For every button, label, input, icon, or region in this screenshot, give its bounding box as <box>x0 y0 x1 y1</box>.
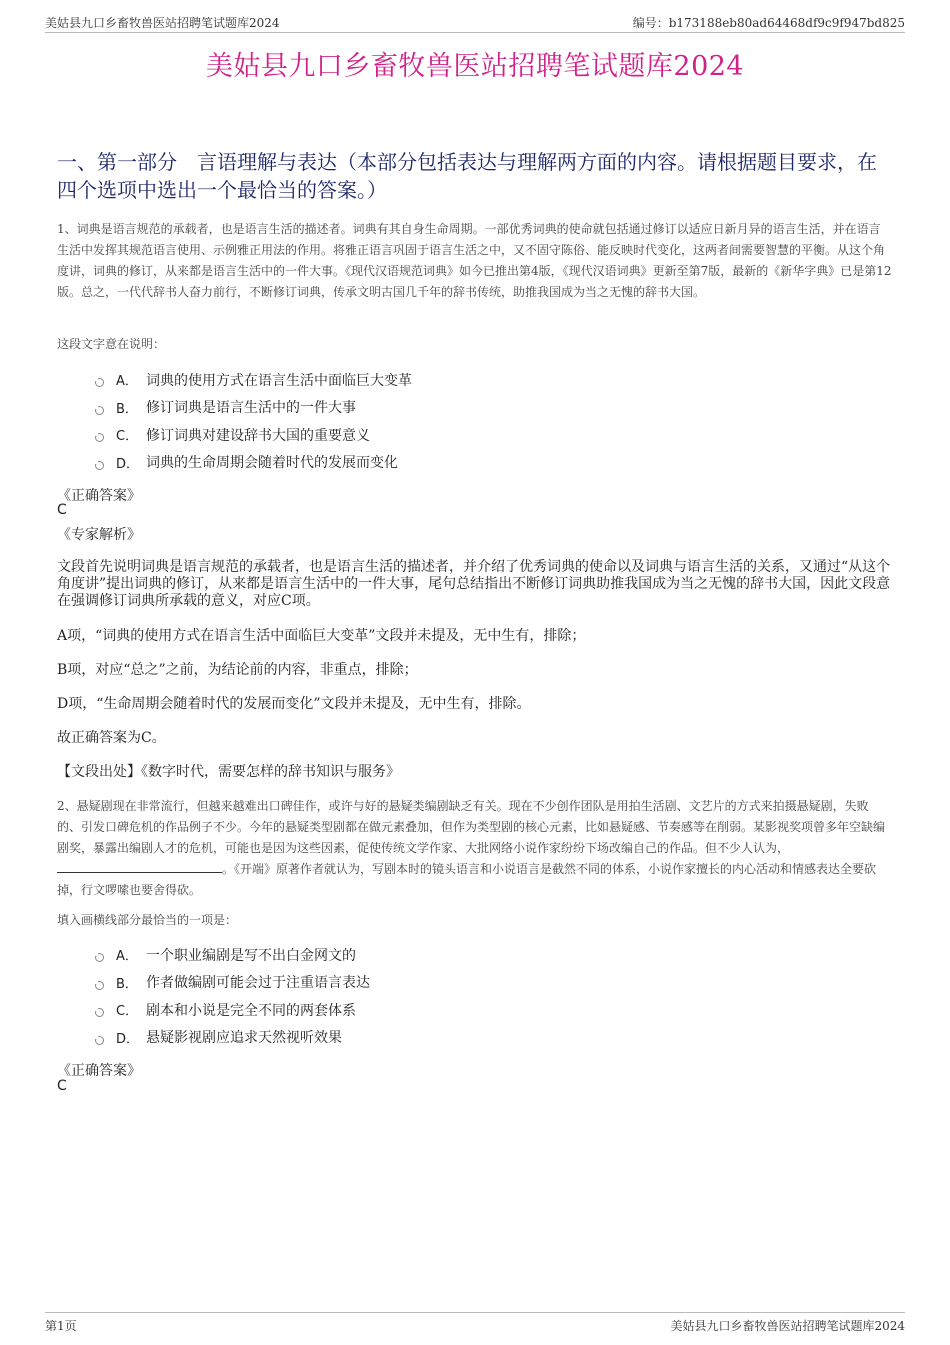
radio-icon[interactable] <box>95 406 104 415</box>
option-letter: B． <box>116 401 138 417</box>
option-text: 词典的使用方式在语言生活中面临巨大变革 <box>146 372 412 389</box>
question-1-analysis-label: 《专家解析》 <box>57 527 141 543</box>
question-2-option-d[interactable] <box>95 1024 370 1052</box>
question-1-option-b[interactable] <box>95 394 412 422</box>
option-letter: D． <box>116 1031 140 1047</box>
question-2-options <box>95 941 370 1051</box>
question-1-options <box>95 366 412 476</box>
radio-icon[interactable] <box>95 378 104 387</box>
page-header <box>45 14 905 33</box>
question-1-answer-label: 《正确答案》 <box>57 488 141 504</box>
document-title: 美姑县九口乡畜牧兽医站招聘笔试题库2024 <box>205 51 745 82</box>
option-text: 一个职业编剧是写不出白金网文的 <box>146 947 356 964</box>
question-2-text-after: 。《开端》原著作者就认为，写剧本时的镜头语言和小说语言是截然不同的体系，小说作家擅长的内心活动和情感表达全要砍掉，行文啰嗦也要舍得砍。 <box>57 862 877 897</box>
analysis-paragraph: B项，对应“总之”之前，为结论前的内容，非重点，排除； <box>57 662 418 678</box>
question-1-answer: C <box>57 502 67 518</box>
question-1-option-d[interactable] <box>95 449 412 477</box>
analysis-paragraph: 故正确答案为C。 <box>57 730 166 746</box>
question-1-option-c[interactable] <box>95 421 412 449</box>
section-heading: 一、第一部分 言语理解与表达（本部分包括表达与理解两方面的内容。请根据题目要求，在四个选项中选出一个最恰当的答案。） <box>57 150 877 202</box>
analysis-paragraph: 文段首先说明词典是语言规范的承载者，也是语言生活的描述者，并介绍了优秀词典的使命以及词典与语言生活的关系，又通过“从这个角度讲”提出词典的修订，从来都是语言生活中的一件大事，尾句总结指出不断修订词典助推我国成为当之无愧的辞书大国，因此文段意在强调修订词典所承载的意义，对应C项。 <box>57 559 891 609</box>
question-2-text-before: 2、悬疑剧现在非常流行，但越来越难出口碑佳作，或许与好的悬疑类编剧缺乏有关。现在不少创作团队是用拍生活剧、文艺片的方式来拍摄悬疑剧，失败的、引发口碑危机的作品例子不少。今年的悬疑类型剧都在做元素叠加，但作为类型剧的核心元素，比如悬疑感、节奏感等在削弱。某影视奖项曾多年空缺编剧奖，暴露出编剧人才的危机，可能也是因为这些因素，促使传统文学作家、大批网络小说作家纷纷下场改编自己的作品。但不少人认为， <box>57 799 886 855</box>
header-doc-id: 编号：b173188eb80ad64468df9c9f947bd825 <box>632 16 905 30</box>
option-text: 作者做编剧可能会过于注重语言表达 <box>146 975 370 992</box>
question-2-option-c[interactable] <box>95 996 370 1024</box>
page-number: 第1页 <box>45 1319 77 1333</box>
radio-icon[interactable] <box>95 461 104 470</box>
radio-icon[interactable] <box>95 433 104 442</box>
radio-icon[interactable] <box>95 953 104 962</box>
radio-icon[interactable] <box>95 1036 104 1045</box>
page-footer <box>45 1312 905 1336</box>
option-text: 修订词典对建设辞书大国的重要意义 <box>146 427 370 444</box>
analysis-paragraph: D项，“生命周期会随着时代的发展而变化”文段并未提及，无中生有，排除。 <box>57 696 531 712</box>
question-2-option-b[interactable] <box>95 969 370 997</box>
fill-blank <box>57 860 222 873</box>
analysis-paragraph: A项，“词典的使用方式在语言生活中面临巨大变革”文段并未提及，无中生有，排除； <box>57 628 586 644</box>
question-1-text: 1、词典是语言规范的承载者，也是语言生活的描述者。词典有其自身生命周期。一部优秀词典的使命就包括通过修订以适应日新月异的语言生活，并在语言生活中发挥其规范语言使用、示例雅正用法的作用。将雅正语言巩固于语言生活之中，又不固守陈俗、能反映时代变化，这两者间需要智慧的平衡。从这个角度讲，词典的修订，从来都是语言生活中的一件大事。《现代汉语规范词典》如今已推出第4版，《现代汉语词典》更新至第7版，最新的《新华字典》已是第12版。总之，一代代辞书人奋力前行，不断修订词典，传承文明古国几千年的辞书传统，助推我国成为当之无愧的辞书大国。 <box>57 222 892 299</box>
question-2-answer-label: 《正确答案》 <box>57 1063 141 1079</box>
option-letter: B． <box>116 976 138 992</box>
radio-icon[interactable] <box>95 1008 104 1017</box>
option-letter: D． <box>116 456 140 472</box>
source-citation: 【文段出处】《数字时代，需要怎样的辞书知识与服务》 <box>57 764 400 780</box>
footer-doc-name: 美姑县九口乡畜牧兽医站招聘笔试题库2024 <box>670 1319 905 1333</box>
question-1-option-a[interactable] <box>95 366 412 394</box>
question-2-prompt: 填入画横线部分最恰当的一项是： <box>57 913 238 927</box>
option-text: 剧本和小说是完全不同的两套体系 <box>146 1002 356 1019</box>
option-letter: C． <box>116 429 139 445</box>
option-letter: C． <box>116 1004 139 1020</box>
option-text: 悬疑影视剧应追求天然视听效果 <box>146 1030 342 1047</box>
option-text: 修订词典是语言生活中的一件大事 <box>146 400 356 417</box>
radio-icon[interactable] <box>95 981 104 990</box>
option-letter: A． <box>116 949 138 965</box>
header-doc-name: 美姑县九口乡畜牧兽医站招聘笔试题库2024 <box>45 16 280 30</box>
question-2-text <box>57 796 892 901</box>
question-1-prompt: 这段文字意在说明： <box>57 337 166 351</box>
option-text: 词典的生命周期会随着时代的发展而变化 <box>146 455 398 472</box>
question-2-answer: C <box>57 1078 67 1094</box>
option-letter: A． <box>116 374 138 390</box>
question-2-option-a[interactable] <box>95 941 370 969</box>
